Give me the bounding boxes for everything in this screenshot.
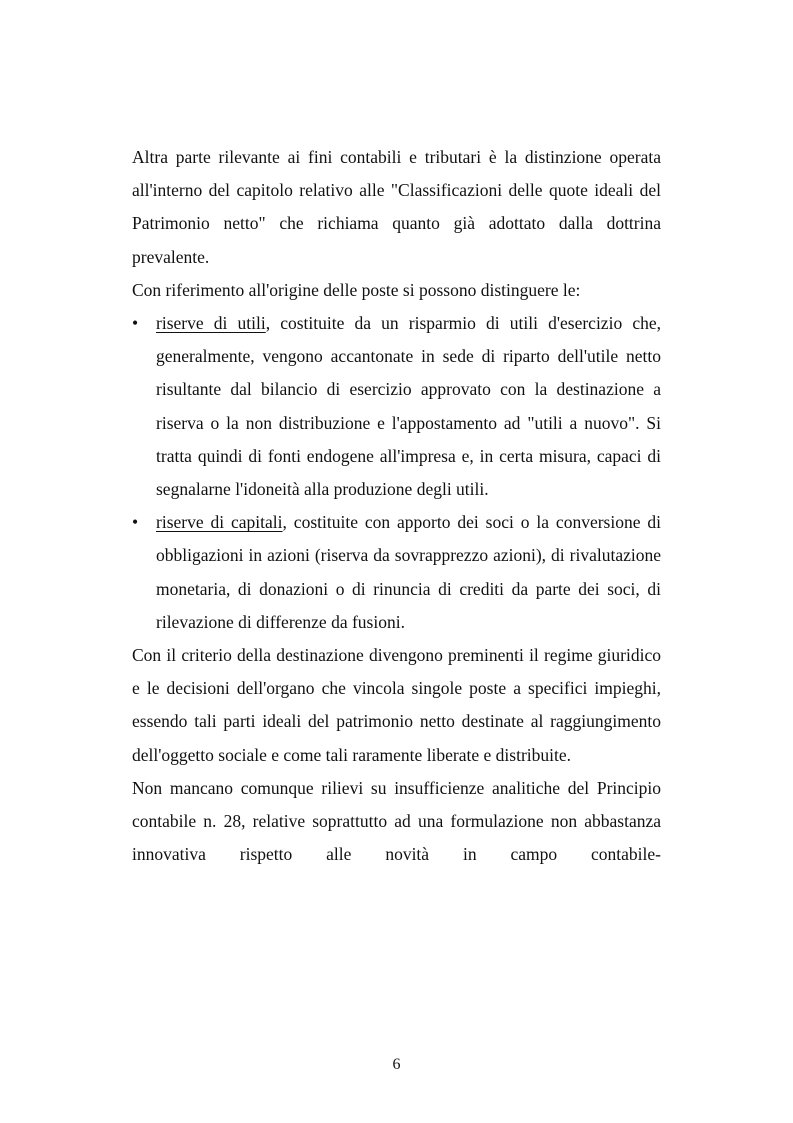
body-text bbox=[132, 141, 661, 871]
reserves-list bbox=[132, 307, 661, 639]
list-item-riserve-utili bbox=[132, 307, 661, 506]
page-number: 6 bbox=[392, 1056, 401, 1073]
term-riserve-capitali: riserve di capitali bbox=[156, 512, 283, 533]
paragraph-classification-intro: Altra parte rilevante ai fini contabili e tributari è la distinzione operata all'interno del capitolo relativo alle "Classificazioni delle quote ideali del Patrimonio netto" che richiama quanto già adottato dalla dottrina prevalente. bbox=[132, 147, 661, 267]
bullet-icon: • bbox=[132, 512, 139, 533]
bullet-icon: • bbox=[132, 313, 139, 334]
list-item-riserve-capitali bbox=[132, 506, 661, 639]
term-riserve-utili: riserve di utili bbox=[156, 313, 266, 334]
description-riserve-capitali: , costituite con apporto dei soci o la conversione di obbligazioni in azioni (riserva da sovrapprezzo azioni), di rivalutazione monetaria, di donazioni o di rinuncia di crediti da parte dei soci, di rilevazione di differenze da fusioni. bbox=[156, 512, 661, 632]
paragraph-destination-criterion: Con il criterio della destinazione divengono preminenti il regime giuridico e le decisioni dell'organo che vincola singole poste a specifici impieghi, essendo tali parti ideali del patrimonio netto destinate al raggiungimento dell'oggetto sociale e come tali raramente liberate e distribuite. bbox=[132, 645, 661, 765]
description-riserve-utili: , costituite da un risparmio di utili d'esercizio che, generalmente, vengono accantonate in sede di riparto dell'utile netto risultante dal bilancio di esercizio approvato con la destinazione a riserva o la non distribuzione e l'appostamento ad "utili a nuovo". Si tratta quindi di fonti endogene all'impresa e, in certa misura, capaci di segnalarne l'idoneità alla produzione degli utili. bbox=[156, 313, 661, 500]
paragraph-origin-intro: Con riferimento all'origine delle poste si possono distinguere le: bbox=[132, 279, 581, 300]
paragraph-critique: Non mancano comunque rilievi su insufficienze analitiche del Principio contabile n. 28, relative soprattutto ad una formulazione non abbastanza innovativa rispetto alle novità in campo contabile- bbox=[132, 777, 661, 865]
